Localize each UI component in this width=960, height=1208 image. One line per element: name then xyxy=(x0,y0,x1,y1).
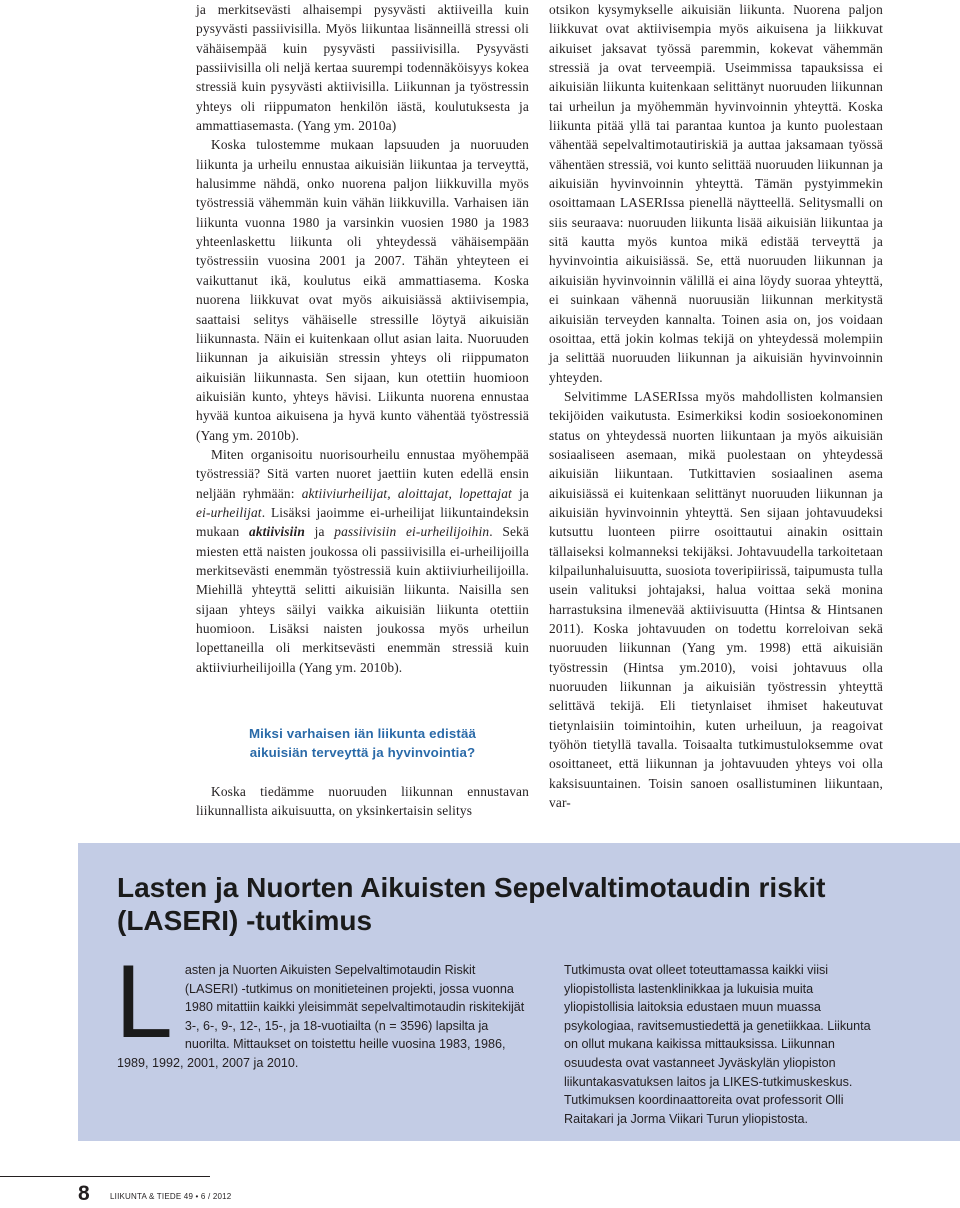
info-box xyxy=(78,843,960,1141)
info-box-title: Lasten ja Nuorten Aikuisten Sepelvaltimotaudin riskit (LASERI) -tutkimus xyxy=(117,872,826,936)
info-box-right-column xyxy=(564,961,884,1128)
page-number: 8 xyxy=(78,1182,90,1205)
paragraph: Selvitimme LASERIssa myös mahdollisten kolmansien tekijöiden vaikutusta. Esimerkiksi kodin sosioekonominen status on yhteydessä nuorten liikuntaan ja myös aikuisiän sosiaaliseen asemaan, mikä puolestaan on yhteydessä aikuisiän liikuntaan. Tutkittavien sosiaalinen asema aikuisiässä ei kuitenkaan selittänyt nuoruuden liikunnan ja aikuisiän hyvinvoinnin yhteyttä. Sen sijaan johtavuudeksi kutsuttu luonteen piirre osoittautui ainakin osittain tällaiseksi kolmanneksi tekijäksi. Johtavuudella tarkoitetaan kilpailunhaluisuutta, suosiota toveripiirissä, taipumusta tulla usein valituksi johtajaksi, halua voittaa sekä monina harrastuksina ilmenevää aktiivisuutta (Hintsa & Hintsanen 2011). Koska johtavuuden on todettu korreloivan sekä nuoruuden liikunnan (Yang ym. 1998) että aikuisiän työstressin (Hintsa ym.2010), voisi johtavuus olla nuoruuden liikunnan ja aikuisiän työstressin yhteyttä selittävä tekijä. Eli tietynlaiset ihmiset hakeutuvat tietynlaisiin toimintoihin, kuten urheiluun, ja reagoivat työhön tietyllä tavalla. Toisaalta tutkimustuloksemme ovat osoittaneet, että liikunnan ja johtavuuden yhteys voi olla kaksisuuntainen. Toisin sanoen osallistuminen liikuntaan, var- xyxy=(549,388,883,811)
info-box-left-column xyxy=(115,944,527,1073)
info-box-paragraph: Tutkimusta ovat olleet toteuttamassa kaikki viisi yliopistollista lastenklinikkaa ja lukuisia muita yliopistollisia laitoksia edustaen muun muassa psykologiaa, ravitsemustiedettä ja genetiikkaa. Liikunta on ollut mukana kaikissa mittauksissa. Liikunnan osuudesta ovat vastanneet Jyväskylän yliopiston liikuntakasvatuksen laitos ja LIKES-tutkimuskeskus. Tutkimuksen koordinaattoreita ovat professorit Olli Raitakari ja Jorma Viikari Turun yliopistosta. xyxy=(564,963,871,1126)
paragraph: ja merkitsevästi alhaisempi pysyvästi aktiiveilla kuin pysyvästi passiivisilla. Myös liikuntaa lisänneillä stressi oli vähäisempää kuin pysyvästi passiivisilla. Pysyvästi passiivisilla oli neljä kertaa suurempi todennäköisyys kokea stressiä kuin pysyvästi aktiivisilla. Liikunnan ja työstressin yhteys oli riippumaton henkilön iästä, koulutuksesta ja ammattiasemasta. (Yang ym. 2010a) xyxy=(196,2,529,134)
footer-rule xyxy=(0,1176,210,1177)
journal-name: LIIKUNTA & TIEDE 49 • 6 / 2012 xyxy=(110,1192,232,1201)
paragraph: Miten organisoitu nuorisourheilu ennustaa myöhempää työstressiä? Sitä varten nuoret jaettiin kuten edellä ensin neljään ryhmään: aktiiviurheilijat, aloittajat, lopettajat ja ei-urheilijat. Lisäksi jaoimme ei-urheilijat liikuntaindeksin mukaan aktiivisiin ja passiivisiin ei-urheilijoihin. Sekä miesten että naisten joukossa oli passiivisilla ei-urheilijoilla merkitsevästi enemmän työstressiä kuin aktiiviurheilijoilla. Miehillä yhteyttä selitti aikuisiän liikunta. Naisilla sen sijaan yhteys säilyi vaikka aikuisiän liikunta otettiin huomioon. Lisäksi naisten joukossa myös urheilun lopettaneilla oli merkitsevästi enemmän stressiä kuin aktiiviurheilijoilla (Yang ym. 2010b). xyxy=(196,446,529,675)
info-box-paragraph: Lasten ja Nuorten Aikuisten Sepelvaltimotaudin Riskit (LASERI) -tutkimus on monitieteinen projekti, jossa vuonna 1980 mitattiin kaikki yleisimmät sepelvaltimotaudin riskitekijät 3-, 6-, 9-, 12-, 15-, ja 18-vuotiailta (n = 3596) lapsilta ja nuorilta. Mittaukset on toistettu heille vuosina 1983, 1986, 1989, 1992, 2001, 2007 ja 2010. xyxy=(115,944,525,1070)
left-text-column xyxy=(196,0,529,821)
section-subheading: Miksi varhaisen iän liikunta edistää aikuisiän terveyttä ja hyvinvointia? xyxy=(248,726,477,761)
right-text-column xyxy=(549,0,883,812)
paragraph: otsikon kysymykselle aikuisiän liikunta. Nuorena paljon liikkuvat ovat aktiivisempia myös aikuisena ja liikkuvat aikuiset jaksavat työssä paremmin, kokevat vähemmän stressiä ja ovat terveempiä. Useimmissa tapauksissa ei aikuisiän liikunta kuitenkaan selittänyt nuoruuden liikunnan tai urheilun ja myöhemmän hyvinvoinnin yhteyttä. Koska liikunta pitää yllä tai parantaa kuntoa ja kunto puolestaan vähentää sepelvaltimotautiriskiä ja auttaa jaksamaan työssä vähentäen stressiä, voi kunto selittää nuoruuden liikunnan ja aikuisiän hyvinvoinnin yhteyttä. Tämän pystyimmekin osoittamaan LASERIssa pienellä näytteellä. Selitysmalli on siis seuraava: nuoruuden liikunta lisää aikuisiän liikuntaa ja sitä kautta myös kuntoa mikä edistää terveyttä ja hyvinvointia aikuisiässä. Se, että nuoruuden liikunnan ja aikuisiän hyvinvoinnin välillä ei aina löydy suoraa yhteyttä, ei suinkaan vähennä nuoruusiän liikunnan merkitystä aikuisiän terveyden kannalta. Toinen asia on, jos voidaan osoittaa, että jokin kolmas tekijä on yhteydessä molempiin ja selittää nuoruuden liikunnan ja aikuisiän hyvinvoinnin yhteyden. xyxy=(549,2,883,385)
paragraph: Koska tiedämme nuoruuden liikunnan ennustavan liikunnallista aikuisuutta, on yksinkertaisin selitys xyxy=(196,784,529,819)
paragraph: Koska tulostemme mukaan lapsuuden ja nuoruuden liikunta ja urheilu ennustaa aikuisiän liikuntaa ja terveyttä, halusimme nähdä, onko nuorena paljon liikkuvilla myös työstressiä vähemmän kuin vähän liikkuvilla. Varhaisen iän liikunta vuonna 1980 ja varsinkin vuosien 1980 ja 1983 yhteenlaskettu liikunta oli yhteydessä vähäisempään työstressiin vuosina 2001 ja 2007. Tähän yhteyteen ei vaikuttanut ikä, koulutus eikä ammattiasema. Koska nuorena liikkuvat ovat myös aikuisiässä aktiivisempia, saattaisi selitys vähäiselle stressille löytyä aikuisiän liikunnasta. Näin ei kuitenkaan ollut asian laita. Nuoruuden liikunnan ja aikuisiän stressin yhteys oli riippumaton aikuisiän liikunnasta. Sen sijaan, kun otettiin huomioon aikuisiän kunto, yhteys hävisi. Liikunta nuorena ennustaa hyvää kuntoa aikuisena ja hyvä kunto vähentää työstressiä (Yang ym. 2010b). xyxy=(196,137,529,443)
drop-cap: L xyxy=(115,944,173,1060)
